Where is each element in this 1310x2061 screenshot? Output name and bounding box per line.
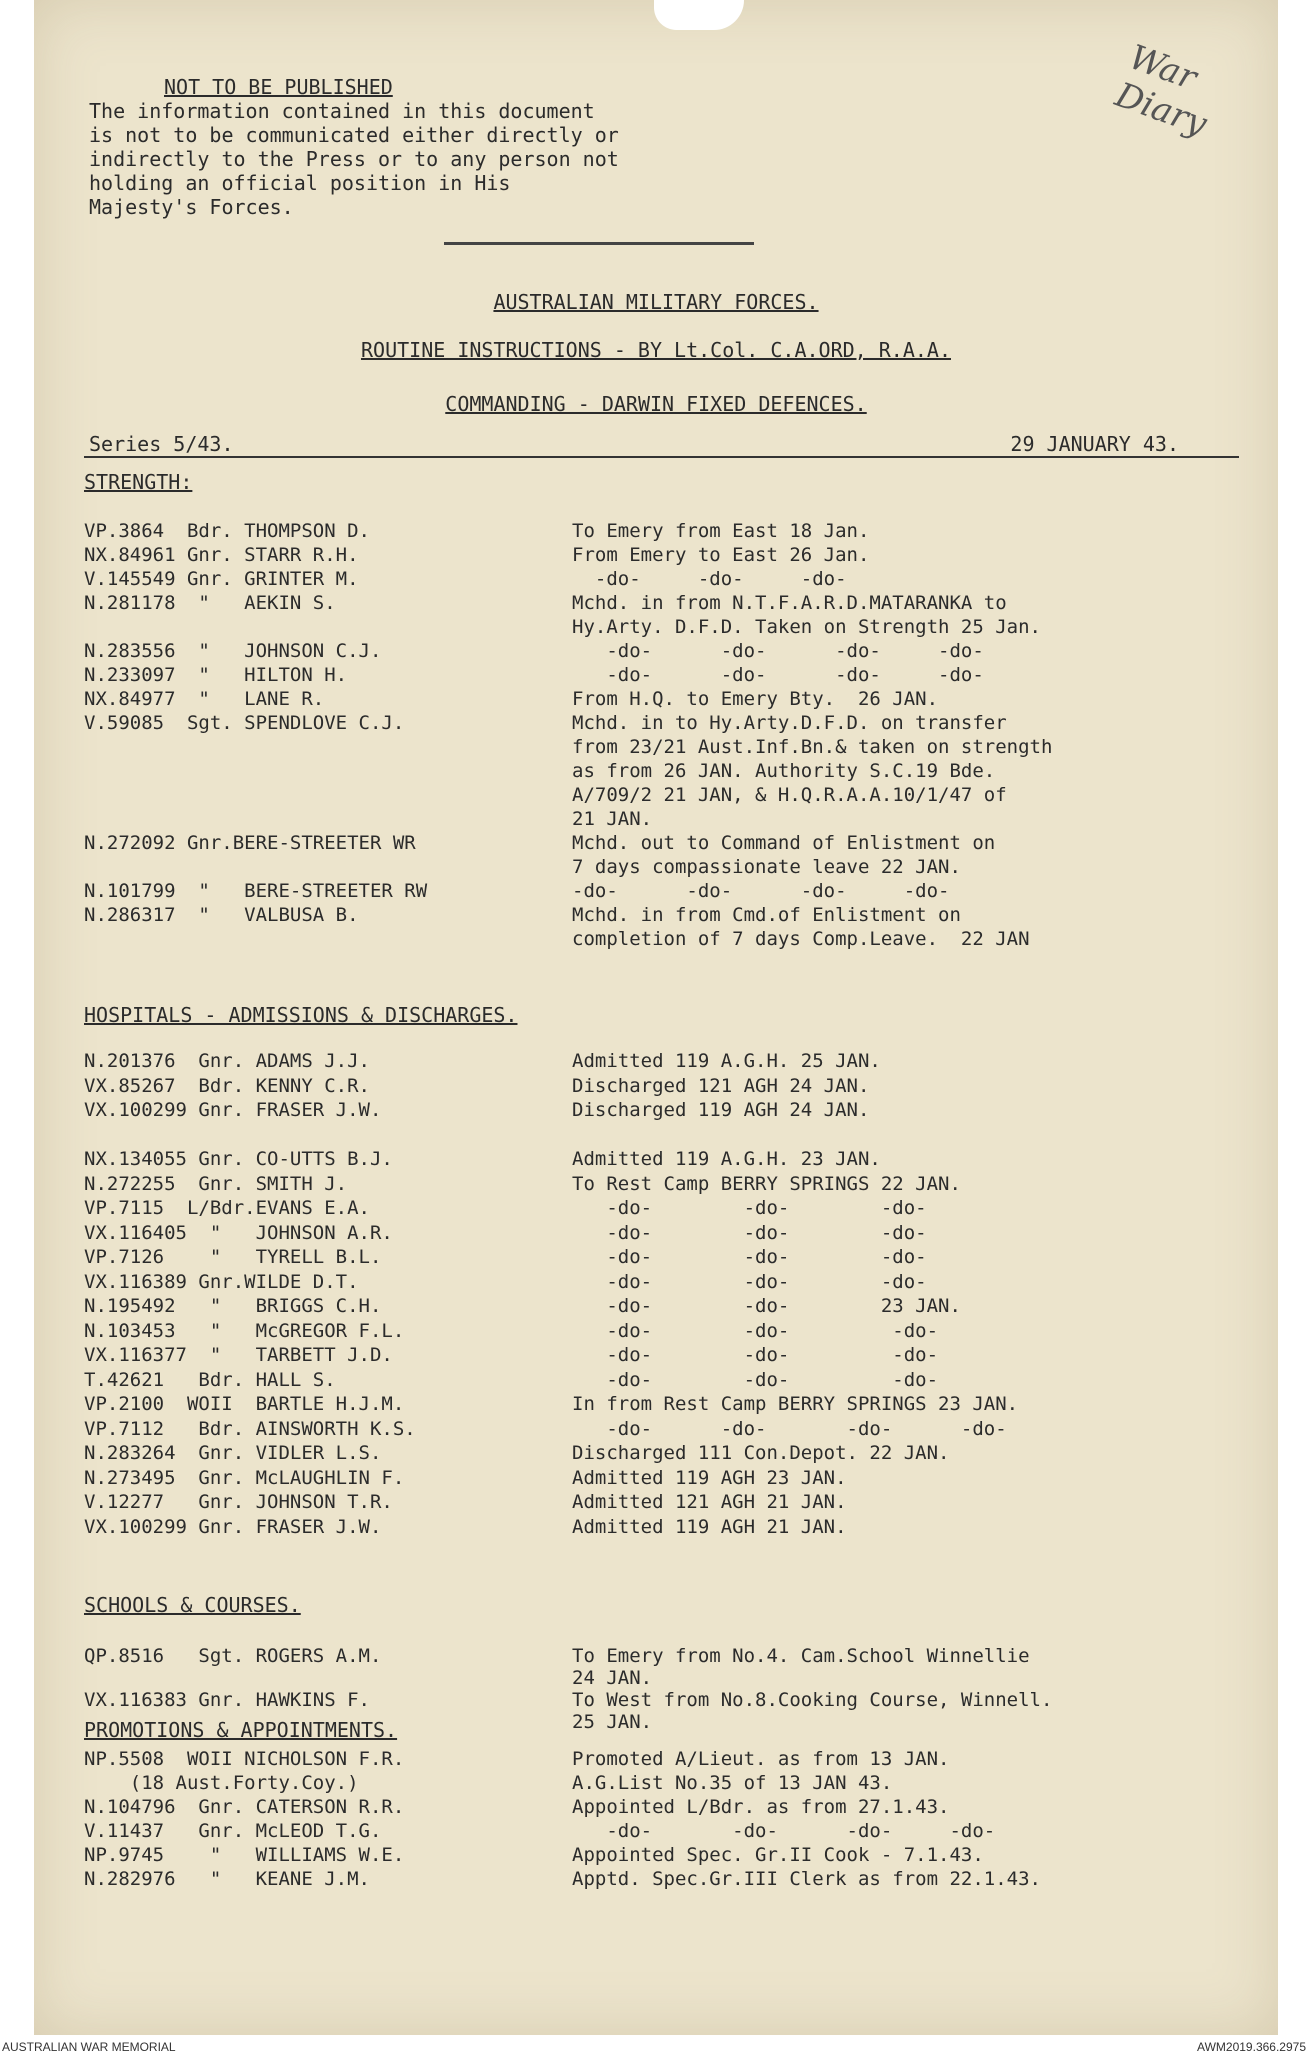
entry-personnel: NP.5508 WOII NICHOLSON F.R. <box>84 1748 405 1770</box>
entry-personnel: N.286317 " VALBUSA B. <box>84 904 359 926</box>
entry-remark: Admitted 121 AGH 21 JAN. <box>572 1491 847 1513</box>
entry-remark: Discharged 121 AGH 24 JAN. <box>572 1074 870 1097</box>
entry-remark: -do- -do- -do- <box>572 1319 939 1342</box>
entry-remark: In from Rest Camp BERRY SPRINGS 23 JAN. <box>572 1393 1019 1415</box>
entry-remark: To Emery from No.4. Cam.School Winnellie <box>572 1645 1030 1667</box>
entry-remark: 7 days compassionate leave 22 JAN. <box>572 856 961 878</box>
entry-personnel: V.12277 Gnr. JOHNSON T.R. <box>84 1491 393 1513</box>
entry-personnel: VP.3864 Bdr. THOMPSON D. <box>84 520 370 542</box>
entry-personnel: N.283264 Gnr. VIDLER L.S. <box>84 1442 382 1464</box>
entry-personnel: N.101799 " BERE-STREETER RW <box>84 880 428 902</box>
entry-remark: -do- -do- -do- -do- <box>572 880 950 902</box>
section-promotions: PROMOTIONS & APPOINTMENTS. <box>84 1718 398 1742</box>
entry-remark: Discharged 119 AGH 24 JAN. <box>572 1099 870 1121</box>
entry-remark: completion of 7 days Comp.Leave. 22 JAN <box>572 928 1030 950</box>
entry-remark: Promoted A/Lieut. as from 13 JAN. <box>572 1748 950 1770</box>
entry-personnel: N.104796 Gnr. CATERSON R.R. <box>84 1796 405 1818</box>
entry-remark: from 23/21 Aust.Inf.Bn.& taken on strength <box>572 736 1053 758</box>
entry-remark: -do- -do- -do- -do- <box>572 1417 1007 1440</box>
entry-personnel: NX.134055 Gnr. CO-UTTS B.J. <box>84 1148 393 1170</box>
entry-remark: as from 26 JAN. Authority S.C.19 Bde. <box>572 760 996 782</box>
series-number: Series 5/43. <box>89 432 234 456</box>
entry-remark: Mchd. out to Command of Enlistment on <box>572 832 996 854</box>
entry-personnel: V.145549 Gnr. GRINTER M. <box>84 568 359 590</box>
divider <box>84 456 1239 458</box>
notice-line: is not to be communicated either directly or <box>89 123 619 147</box>
entry-personnel: VP.2100 WOII BARTLE H.J.M. <box>84 1393 405 1415</box>
entry-remark: -do- -do- -do- <box>572 1246 927 1268</box>
section-strength: STRENGTH: <box>84 470 193 494</box>
entry-personnel: VX.85267 Bdr. KENNY C.R. <box>84 1074 370 1097</box>
entry-personnel: VX.116405 " JOHNSON A.R. <box>84 1221 393 1244</box>
entry-personnel: N.201376 Gnr. ADAMS J.J. <box>84 1050 370 1072</box>
entry-remark: -do- -do- -do- -do- <box>572 664 984 686</box>
entry-remark: Mchd. in from Cmd.of Enlistment on <box>572 904 961 926</box>
entry-remark: Admitted 119 AGH 23 JAN. <box>572 1466 847 1489</box>
entry-remark: -do- -do- -do- -do- <box>572 1820 996 1842</box>
entry-personnel: N.281178 " AEKIN S. <box>84 592 336 614</box>
entry-personnel: VP.7112 Bdr. AINSWORTH K.S. <box>84 1417 416 1440</box>
entry-remark: 24 JAN. <box>572 1667 653 1689</box>
notice-line: indirectly to the Press or to any person not <box>89 147 619 171</box>
entry-remark: To West from No.8.Cooking Course, Winnell. <box>572 1689 1053 1711</box>
entry-personnel: VX.116389 Gnr.WILDE D.T. <box>84 1270 359 1293</box>
entry-personnel: (18 Aust.Forty.Coy.) <box>84 1772 359 1794</box>
entry-remark: -do- -do- -do- <box>572 1344 939 1366</box>
series-line <box>89 432 1239 456</box>
entry-remark: Discharged 111 Con.Depot. 22 JAN. <box>572 1442 950 1464</box>
entry-remark: -do- -do- -do- <box>572 568 847 590</box>
entry-remark: Admitted 119 A.G.H. 23 JAN. <box>572 1148 881 1170</box>
entry-personnel: NX.84961 Gnr. STARR R.H. <box>84 544 359 566</box>
entry-remark: -do- -do- 23 JAN. <box>572 1295 961 1317</box>
handwritten-note: War Diary <box>1110 37 1213 145</box>
document-date: 29 JANUARY 43. <box>1010 432 1179 456</box>
entry-personnel: NX.84977 " LANE R. <box>84 688 325 710</box>
entry-remark: Apptd. Spec.Gr.III Clerk as from 22.1.43. <box>572 1868 1041 1890</box>
entry-remark: -do- -do- -do- <box>572 1197 927 1219</box>
section-hospitals: HOSPITALS - ADMISSIONS & DISCHARGES. <box>84 1003 518 1027</box>
routine-instructions-heading: ROUTINE INSTRUCTIONS - BY Lt.Col. C.A.ORD, R.A.A. <box>360 338 951 362</box>
section-schools: SCHOOLS & COURSES. <box>84 1593 301 1617</box>
entry-remark: -do- -do- -do- <box>572 1221 927 1244</box>
entry-personnel: N.282976 " KEANE J.M. <box>84 1868 370 1890</box>
entry-remark: Mchd. in from N.T.F.A.R.D.MATARANKA to <box>572 592 1007 614</box>
entry-personnel: VX.100299 Gnr. FRASER J.W. <box>84 1515 382 1538</box>
entry-remark: Mchd. in to Hy.Arty.D.F.D. on transfer <box>572 712 1007 734</box>
entry-remark: To Rest Camp BERRY SPRINGS 22 JAN. <box>572 1172 961 1195</box>
entry-remark: 21 JAN. <box>572 808 653 830</box>
entry-personnel: VX.116383 Gnr. HAWKINS F. <box>84 1689 370 1711</box>
entry-remark: -do- -do- -do- <box>572 1270 927 1293</box>
entry-personnel: VX.100299 Gnr. FRASER J.W. <box>84 1099 382 1121</box>
entry-personnel: N.272092 Gnr.BERE-STREETER WR <box>84 832 416 854</box>
entry-personnel: N.195492 " BRIGGS C.H. <box>84 1295 382 1317</box>
entry-remark: 25 JAN. <box>572 1711 653 1733</box>
document-page <box>34 0 1278 2035</box>
entry-personnel: VX.116377 " TARBETT J.D. <box>84 1344 393 1366</box>
divider <box>444 242 754 245</box>
entry-personnel: N.103453 " McGREGOR F.L. <box>84 1319 405 1342</box>
entry-personnel: N.273495 Gnr. McLAUGHLIN F. <box>84 1466 405 1489</box>
command-heading: COMMANDING - DARWIN FIXED DEFENCES. <box>445 392 867 416</box>
entry-personnel: QP.8516 Sgt. ROGERS A.M. <box>84 1645 382 1667</box>
entry-remark: To Emery from East 18 Jan. <box>572 520 870 542</box>
entry-remark: Hy.Arty. D.F.D. Taken on Strength 25 Jan. <box>572 616 1041 638</box>
entry-personnel: NP.9745 " WILLIAMS W.E. <box>84 1844 405 1866</box>
entry-remark: Admitted 119 AGH 21 JAN. <box>572 1515 847 1538</box>
entry-remark: Appointed Spec. Gr.II Cook - 7.1.43. <box>572 1844 984 1866</box>
entry-remark: A/709/2 21 JAN, & H.Q.R.A.A.10/1/47 of <box>572 784 1007 806</box>
entry-personnel: N.233097 " HILTON H. <box>84 664 348 686</box>
notice-line: The information contained in this document <box>89 99 595 123</box>
entry-personnel: VP.7115 L/Bdr.EVANS E.A. <box>84 1197 370 1219</box>
entry-remark: Appointed L/Bdr. as from 27.1.43. <box>572 1796 950 1818</box>
entry-personnel: VP.7126 " TYRELL B.L. <box>84 1246 382 1268</box>
entry-personnel: V.11437 Gnr. McLEOD T.G. <box>84 1820 382 1842</box>
entry-personnel: N.272255 Gnr. SMITH J. <box>84 1172 348 1195</box>
footer-accession: AWM2019.366.2975 <box>1197 2040 1306 2054</box>
entry-personnel: N.283556 " JOHNSON C.J. <box>84 640 382 662</box>
entry-remark: A.G.List No.35 of 13 JAN 43. <box>572 1772 893 1794</box>
entry-personnel: T.42621 Bdr. HALL S. <box>84 1368 336 1391</box>
footer-source: AUSTRALIAN WAR MEMORIAL <box>2 2040 176 2054</box>
entry-remark: -do- -do- -do- -do- <box>572 640 984 662</box>
notice-line: holding an official position in His <box>89 171 511 195</box>
notice-title: NOT TO BE PUBLISHED <box>164 75 393 99</box>
entry-remark: From Emery to East 26 Jan. <box>572 544 870 566</box>
confidentiality-notice <box>89 75 789 219</box>
entry-remark: From H.Q. to Emery Bty. 26 JAN. <box>572 688 939 710</box>
entry-personnel: V.59085 Sgt. SPENDLOVE C.J. <box>84 712 405 734</box>
org-heading: AUSTRALIAN MILITARY FORCES. <box>493 290 819 314</box>
entry-remark: -do- -do- -do- <box>572 1368 939 1391</box>
paper-tear <box>654 0 744 30</box>
notice-line: Majesty's Forces. <box>89 195 294 219</box>
entry-remark: Admitted 119 A.G.H. 25 JAN. <box>572 1050 881 1072</box>
